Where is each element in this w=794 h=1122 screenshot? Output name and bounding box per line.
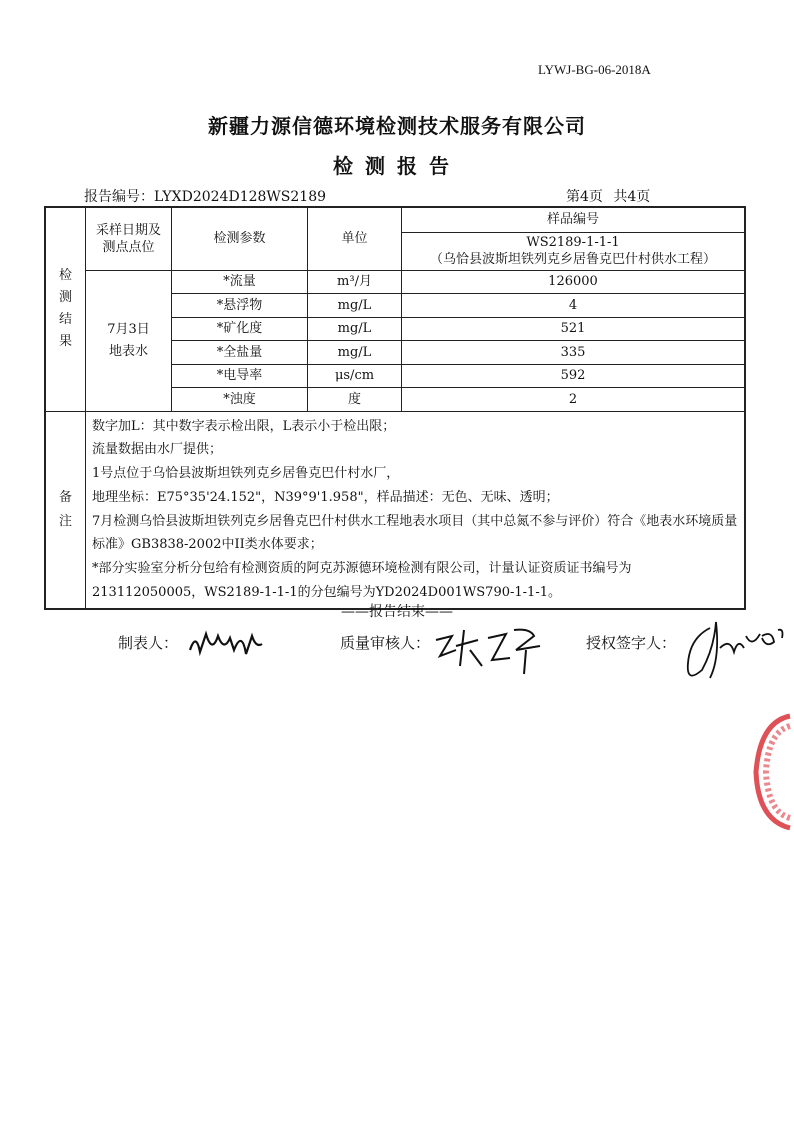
note-line: 数字加L：其中数字表示检出限，L表示小于检出限； xyxy=(92,418,396,434)
unit-cell: mg/L xyxy=(308,294,402,318)
value-cell: 126000 xyxy=(402,270,746,294)
note-line: *部分实验室分析分包给有检测资质的阿克苏源德环境检测有限公司，计量认证资质证书编号为213112050005，WS2189-1-1-1的分包编号为YD2024D001WS790-1-1-1。 xyxy=(92,561,632,601)
notes-label: 备注 xyxy=(45,411,86,609)
sample-id-cell: WS2189-1-1-1 （乌恰县波斯坦铁列克乡居鲁克巴什村供水工程） xyxy=(402,232,746,270)
col-date-header: 采样日期及测点点位 xyxy=(86,207,172,270)
company-name: 新疆力源信德环境检测技术服务有限公司 xyxy=(208,114,586,138)
unit-cell: mg/L xyxy=(308,317,402,341)
approver-signature xyxy=(680,608,790,688)
unit-cell: 度 xyxy=(308,388,402,412)
value-cell: 4 xyxy=(402,294,746,318)
col-sample-header: 样品编号 xyxy=(402,207,746,232)
note-line: 地理坐标：E75°35'24.152"，N39°9'1.958"，样品描述：无色、无味、透明； xyxy=(92,489,559,505)
note-line: 1号点位于乌恰县波斯坦铁列克乡居鲁克巴什村水厂， xyxy=(92,466,400,482)
approver-label: 授权签字人： xyxy=(586,634,677,652)
report-number: 报告编号：LYXD2024D128WS2189 xyxy=(84,189,327,205)
note-line: 流量数据由水厂提供； xyxy=(92,442,223,458)
param-cell: *悬浮物 xyxy=(172,294,308,318)
note-line: 7月检测乌恰县波斯坦铁列克乡居鲁克巴什村供水工程地表水项目（其中总氮不参与评价）符合《地表水环境质量标准》GB3838-2002中II类水体要求； xyxy=(92,513,738,553)
notes-cell xyxy=(86,411,746,609)
date-point-cell: 7月3日 地表水 xyxy=(86,270,172,411)
value-cell: 2 xyxy=(402,388,746,412)
col-unit-header: 单位 xyxy=(308,207,402,270)
col-param-header: 检测参数 xyxy=(172,207,308,270)
value-cell: 521 xyxy=(402,317,746,341)
param-cell: *全盐量 xyxy=(172,341,308,365)
reviewer-signature xyxy=(430,620,550,676)
unit-cell: μs/cm xyxy=(308,364,402,388)
param-cell: *浊度 xyxy=(172,388,308,412)
preparer-signature xyxy=(186,624,266,660)
value-cell: 335 xyxy=(402,341,746,365)
preparer-label: 制表人： xyxy=(118,634,179,652)
unit-cell: m³/月 xyxy=(308,270,402,294)
param-cell: *电导率 xyxy=(172,364,308,388)
report-title: 检测报告 xyxy=(333,154,461,178)
page-info: 第4页 共4页 xyxy=(566,189,651,205)
document-code: LYWJ-BG-06-2018A xyxy=(538,62,651,77)
report-end: ——报告结束—— xyxy=(341,604,453,620)
param-cell: *流量 xyxy=(172,270,308,294)
red-seal-stamp xyxy=(740,712,794,832)
results-table xyxy=(44,206,746,610)
value-cell: 592 xyxy=(402,364,746,388)
unit-cell: mg/L xyxy=(308,341,402,365)
section-label: 检测结果 xyxy=(45,207,86,411)
reviewer-label: 质量审核人： xyxy=(340,634,431,652)
param-cell: *矿化度 xyxy=(172,317,308,341)
